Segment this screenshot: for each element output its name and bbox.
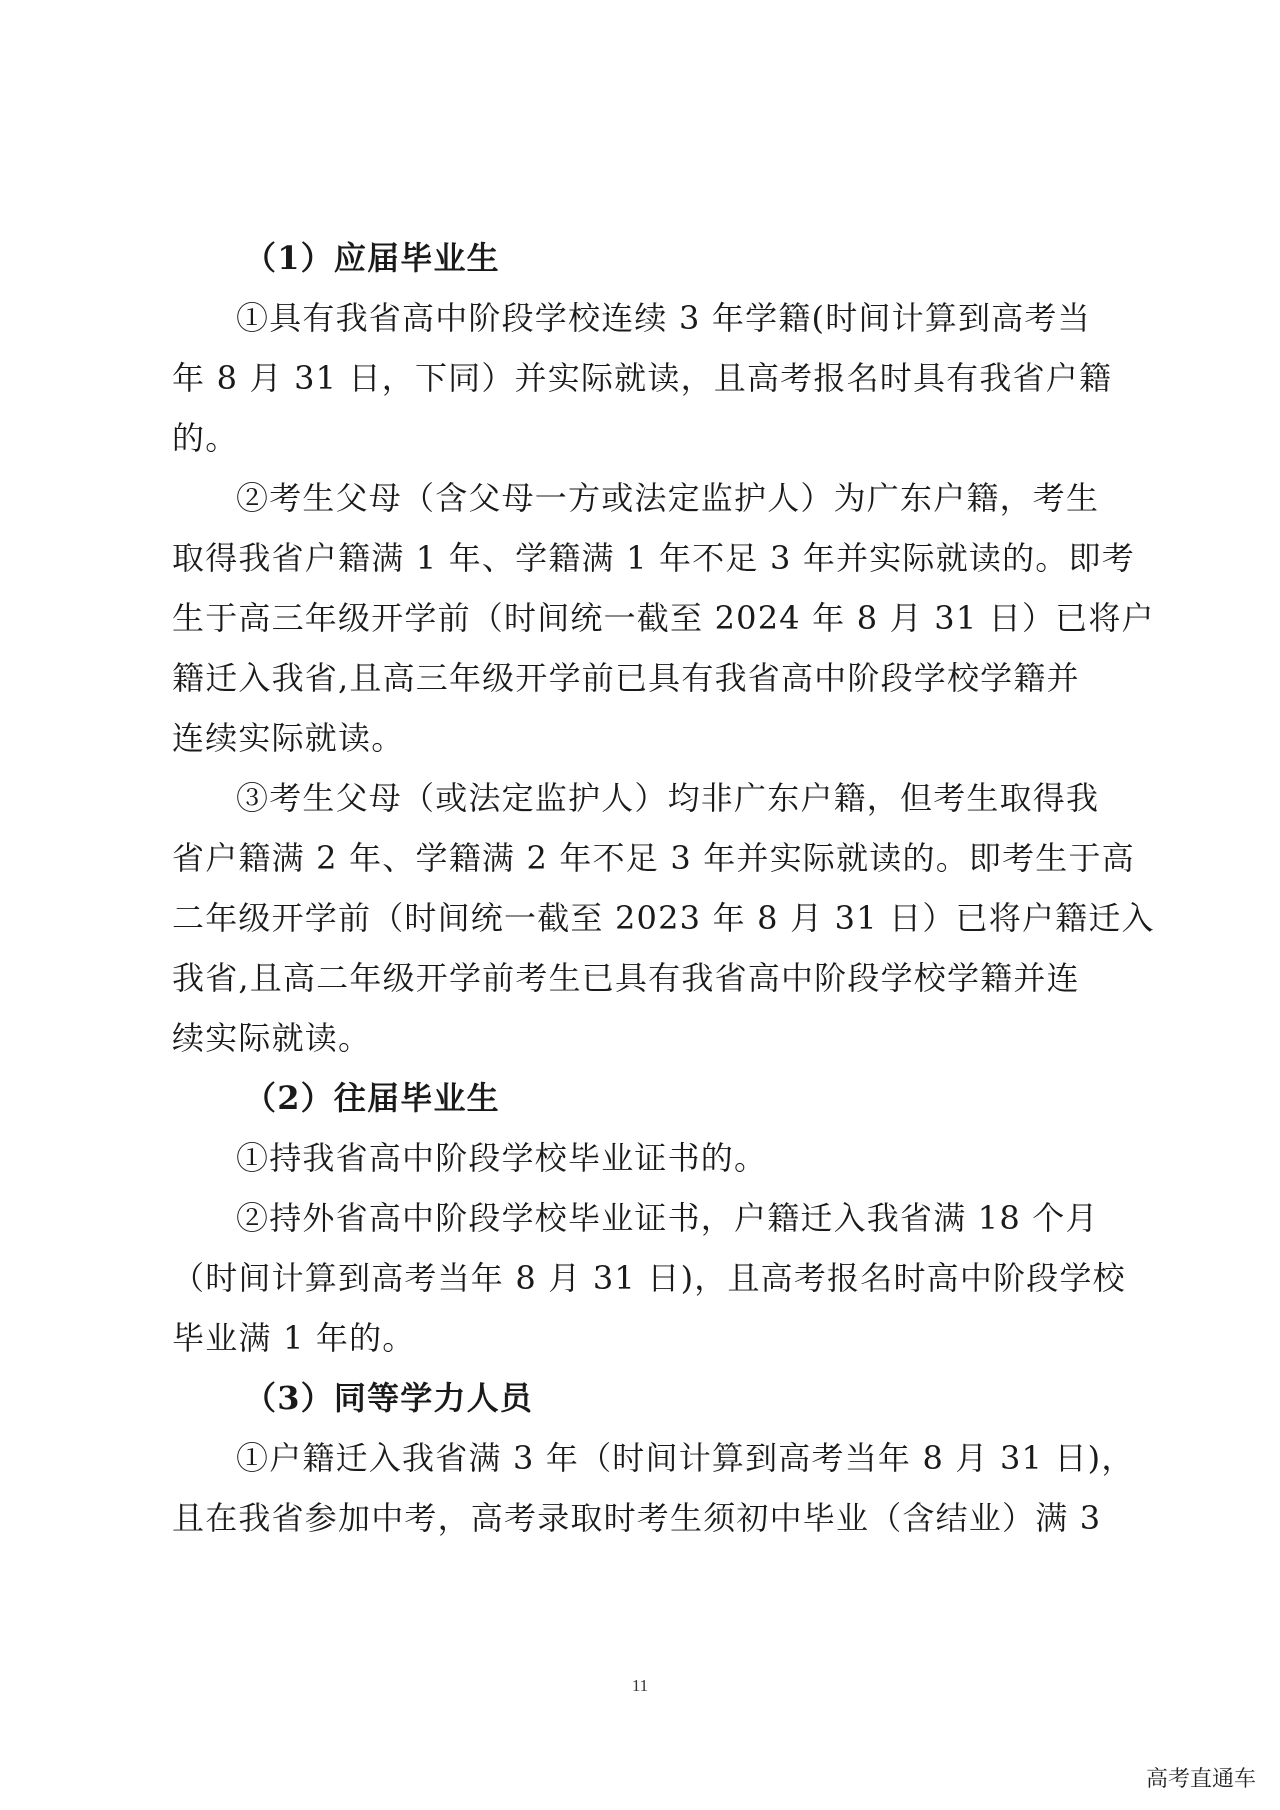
paragraph-line: 连续实际就读。 bbox=[172, 719, 405, 757]
paragraph-line: 省户籍满 2 年、学籍满 2 年不足 3 年并实际就读的。即考生于高 bbox=[172, 839, 1135, 877]
watermark-text: 高考直通车 bbox=[1145, 1767, 1256, 1792]
paragraph-line: 的。 bbox=[172, 419, 239, 457]
paragraph-line: ②持外省高中阶段学校毕业证书，户籍迁入我省满 18 个月 bbox=[236, 1199, 1099, 1237]
paragraph-line: ①持我省高中阶段学校毕业证书的。 bbox=[236, 1139, 768, 1177]
paragraph-line: 二年级开学前（时间统一截至 2023 年 8 月 31 日）已将户籍迁入 bbox=[172, 899, 1155, 937]
paragraph-line: 年 8 月 31 日，下同）并实际就读，且高考报名时具有我省户籍 bbox=[172, 359, 1113, 397]
paragraph-line: ③考生父母（或法定监护人）均非广东户籍，但考生取得我 bbox=[236, 779, 1100, 817]
paragraph-line: 籍迁入我省,且高三年级开学前已具有我省高中阶段学校学籍并 bbox=[172, 659, 1080, 697]
paragraph-line: （时间计算到高考当年 8 月 31 日)，且高考报名时高中阶段学校 bbox=[172, 1259, 1126, 1297]
paragraph-line: 毕业满 1 年的。 bbox=[172, 1319, 416, 1357]
page-number: 11 bbox=[631, 1676, 649, 1695]
paragraph-line: ①户籍迁入我省满 3 年（时间计算到高考当年 8 月 31 日)， bbox=[236, 1439, 1135, 1477]
paragraph-line: 且在我省参加中考，高考录取时考生须初中毕业（含结业）满 3 bbox=[172, 1499, 1102, 1537]
section-heading-equivalent-education: （3）同等学力人员 bbox=[244, 1379, 534, 1417]
document-body bbox=[172, 228, 1155, 1548]
paragraph-line: ①具有我省高中阶段学校连续 3 年学籍(时间计算到高考当 bbox=[236, 299, 1091, 337]
paragraph-line: 取得我省户籍满 1 年、学籍满 1 年不足 3 年并实际就读的。即考 bbox=[172, 539, 1135, 577]
section-heading-current-graduates: （1）应届毕业生 bbox=[244, 239, 500, 277]
paragraph-line: 生于高三年级开学前（时间统一截至 2024 年 8 月 31 日）已将户 bbox=[172, 599, 1155, 637]
paragraph-line: 我省,且高二年级开学前考生已具有我省高中阶段学校学籍并连 bbox=[172, 959, 1080, 997]
paragraph-line: 续实际就读。 bbox=[172, 1019, 372, 1057]
paragraph-line: ②考生父母（含父母一方或法定监护人）为广东户籍，考生 bbox=[236, 479, 1100, 517]
section-heading-past-graduates: （2）往届毕业生 bbox=[244, 1079, 500, 1117]
